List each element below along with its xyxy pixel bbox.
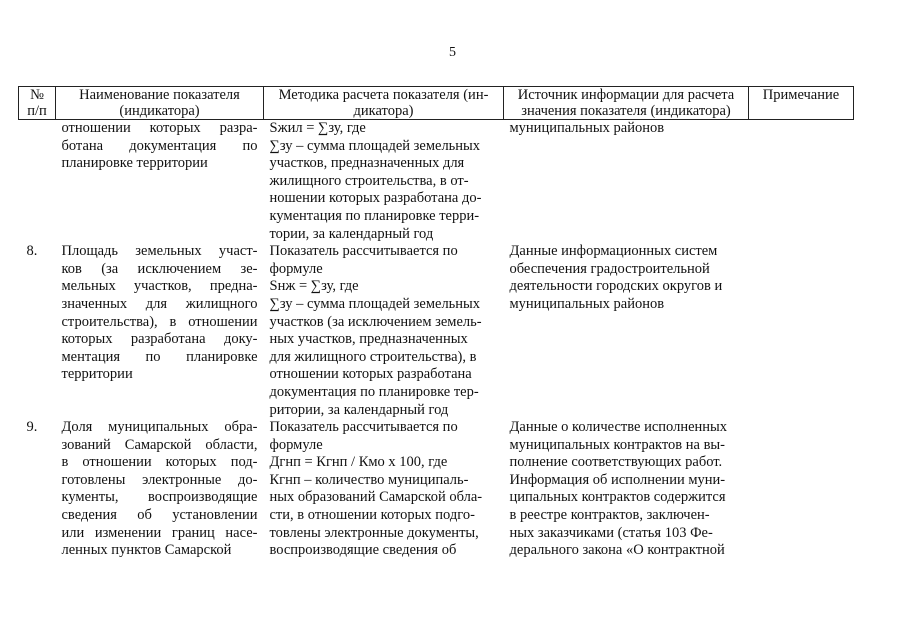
- text-line: отношении которых разра-: [61, 120, 258, 136]
- text-line: планировке территории: [61, 155, 208, 172]
- text-line: ношении которых разработана до-: [269, 190, 482, 207]
- page-number: 5: [449, 45, 456, 60]
- text-line: полнение соответствующих работ.: [509, 454, 723, 471]
- text-line: для жилищного строительства), в: [269, 348, 477, 365]
- text-line: Площадь земельных участ-: [61, 243, 258, 260]
- text-line: отношении которых разработана: [269, 366, 472, 383]
- text-line: значенных для жилищного: [61, 295, 258, 312]
- text-line: Доля муниципальных обра-: [61, 419, 258, 436]
- text-line: деятельности городских округов и: [509, 278, 723, 295]
- calculation-method: [264, 120, 504, 244]
- text-line: формуле: [269, 436, 323, 453]
- note: [749, 120, 854, 244]
- text-line: ментация по планировке: [61, 348, 258, 365]
- text-line: документация по планировке тер-: [269, 383, 479, 400]
- text-line: ципальных контрактов содержится: [509, 489, 726, 506]
- header-number: № п/п: [19, 87, 56, 120]
- text-line: Кгнп – количество муниципаль-: [269, 471, 469, 488]
- indicator-name: [56, 419, 264, 560]
- row-number: [19, 120, 56, 244]
- text-line: ных участков, предназначенных: [269, 331, 468, 348]
- indicator-name: [56, 120, 264, 244]
- text-line: Sнж = ∑зу, где: [269, 278, 359, 295]
- text-line: ботана документация по: [61, 137, 258, 154]
- text-line: в реестре контрактов, заключен-: [509, 507, 710, 524]
- text-line: ленных пунктов Самарской: [61, 542, 232, 559]
- indicators-table: [18, 86, 854, 560]
- text-line: кументация по планировке терри-: [269, 207, 480, 224]
- text-line: муниципальных районов: [509, 120, 665, 136]
- text-line: сведения об установлении: [61, 507, 258, 524]
- table-row: [19, 243, 854, 419]
- text-line: ных заказчиками (статья 103 Фе-: [509, 524, 713, 541]
- indicator-name: [56, 243, 264, 419]
- text-line: Информация об исполнении муни-: [509, 471, 726, 488]
- text-line: ков (за исключением зе-: [61, 260, 258, 277]
- text-line: территории: [61, 366, 133, 383]
- information-source: [504, 243, 749, 419]
- text-line: участков, предназначенных для: [269, 155, 465, 172]
- header-calculation-method: Методика расчета показателя (ин- дикатора): [264, 87, 504, 120]
- text-line: строительства), в отношении: [61, 313, 258, 330]
- note: [749, 419, 854, 560]
- text-line: сти, в отношении которых подго-: [269, 507, 475, 524]
- text-line: Показатель рассчитывается по: [269, 419, 458, 436]
- text-line: Данные информационных систем: [509, 243, 718, 260]
- text-line: зований Самарской области,: [61, 436, 258, 453]
- text-line: или изменении границ насе-: [61, 524, 258, 541]
- text-line: жилищного строительства, в от-: [269, 172, 469, 189]
- text-line: товлены электронные документы,: [269, 524, 479, 541]
- text-line: мельных участков, предна-: [61, 278, 258, 295]
- text-line: которых разработана доку-: [61, 331, 258, 348]
- information-source: [504, 120, 749, 244]
- row-number: 8.: [26, 243, 38, 260]
- text-line: Дгнп = Кгнп / Кмо х 100, где: [269, 454, 448, 471]
- calculation-method: [264, 419, 504, 560]
- table-row: [19, 120, 854, 244]
- text-line: дерального закона «О контрактной: [509, 542, 725, 559]
- text-line: тории, за календарный год: [269, 225, 434, 242]
- text-line: ∑зу – сумма площадей земельных: [269, 137, 481, 154]
- text-line: Sжил = ∑зу, где: [269, 120, 366, 136]
- row-number: 9.: [26, 419, 38, 436]
- information-source: [504, 419, 749, 560]
- text-line: кументы, воспроизводящие: [61, 489, 258, 506]
- text-line: формуле: [269, 260, 323, 277]
- table-body: [19, 120, 854, 560]
- text-line: воспроизводящие сведения об: [269, 542, 457, 559]
- text-line: участков (за исключением земель-: [269, 313, 482, 330]
- header-note: Примечание: [749, 87, 854, 120]
- text-line: Показатель рассчитывается по: [269, 243, 458, 260]
- header-information-source: Источник информации для расчета значения показателя (индикатора): [504, 87, 749, 120]
- header-indicator-name: Наименование показателя (индикатора): [56, 87, 264, 120]
- text-line: готовлены электронные до-: [61, 471, 258, 488]
- note: [749, 243, 854, 419]
- text-line: ритории, за календарный год: [269, 401, 449, 418]
- table-row: [19, 419, 854, 560]
- text-line: обеспечения градостроительной: [509, 260, 710, 277]
- text-line: Данные о количестве исполненных: [509, 419, 728, 436]
- text-line: ∑зу – сумма площадей земельных: [269, 295, 481, 312]
- calculation-method: [264, 243, 504, 419]
- table-header: [19, 87, 854, 120]
- text-line: муниципальных контрактов на вы-: [509, 436, 725, 453]
- text-line: в отношении которых под-: [61, 454, 258, 471]
- text-line: муниципальных районов: [509, 295, 665, 312]
- text-line: ных образований Самарской обла-: [269, 489, 483, 506]
